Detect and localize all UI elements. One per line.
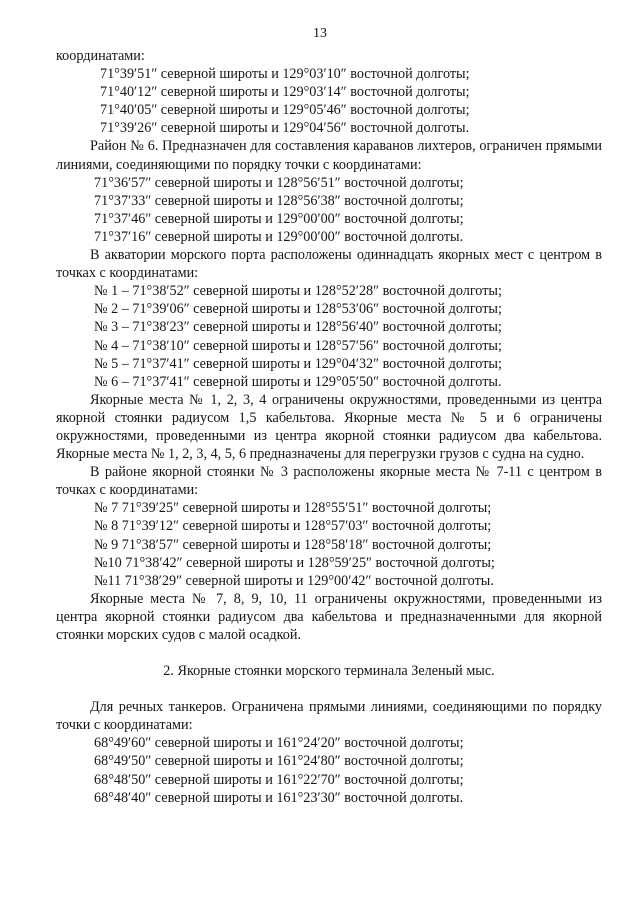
coordinate-line: 71°37′16″ северной широты и 129°00′00″ восточной долготы. xyxy=(94,228,464,245)
paragraph-district-6: Район № 6. Предназначен для составления караванов лихтеров, ограничен прямыми линиями, соединяющими по порядку точки с координатами: xyxy=(56,138,602,173)
coordinate-line: 68°49′60″ северной широты и 161°24′20″ восточной долготы; xyxy=(94,735,464,752)
anchor-line: №11 71°38′29″ северной широты и 129°00′42″ восточной долготы. xyxy=(94,572,494,589)
paragraph-intro: координатами: xyxy=(56,48,145,64)
coordinate-line: 71°39′51″ северной широты и 129°03′10″ восточной долготы; xyxy=(100,66,470,83)
paragraph-port-anchorages: В акватории морского порта расположены одиннадцать якорных мест с центром в точках с координатами: xyxy=(56,247,602,282)
coordinate-line: 71°37′46″ северной широты и 129°00′00″ восточной долготы; xyxy=(94,210,464,227)
anchor-line: № 8 71°39′12″ северной широты и 128°57′03″ восточной долготы; xyxy=(94,518,492,535)
anchor-line: № 9 71°38′57″ северной широты и 128°58′18″ восточной долготы; xyxy=(94,536,492,553)
paragraph-river-tankers: Для речных танкеров. Ограничена прямыми линиями, соединяющими по порядку точки с координатами: xyxy=(56,699,602,734)
anchor-line: № 3 – 71°38′23″ северной широты и 128°56′40″ восточной долготы; xyxy=(94,319,502,336)
anchor-line: № 7 71°39′25″ северной широты и 128°55′51″ восточной долготы; xyxy=(94,500,492,517)
coordinate-line: 68°49′50″ северной широты и 161°24′80″ восточной долготы; xyxy=(94,753,464,770)
anchor-line: № 5 – 71°37′41″ северной широты и 129°04′32″ восточной долготы; xyxy=(94,355,502,372)
paragraph-anchors-7-11: Якорные места № 7, 8, 9, 10, 11 ограничены окружностями, проведенными из центра якорной стоянки радиусом два кабельтова и предназначенными для якорной стоянки морских судов с малой осадкой. xyxy=(56,590,602,643)
paragraph-anchorage-3: В районе якорной стоянки № 3 расположены якорные места № 7-11 с центром в точках с координатами: xyxy=(56,464,602,499)
anchor-line: №10 71°38′42″ северной широты и 128°59′25″ восточной долготы; xyxy=(94,554,495,571)
coordinate-line: 71°39′26″ северной широты и 129°04′56″ восточной долготы. xyxy=(100,120,470,137)
coordinate-line: 71°40′05″ северной широты и 129°05′46″ восточной долготы; xyxy=(100,102,470,119)
anchor-line: № 4 – 71°38′10″ северной широты и 128°57′56″ восточной долготы; xyxy=(94,337,502,354)
paragraph-anchors-1-6: Якорные места № 1, 2, 3, 4 ограничены окружностями, проведенными из центра якорной стоянки радиусом 1,5 кабельтова. Якорные места № 5 и 6 ограничены окружностями, проведенными из центра якорной стоянки радиусом два кабельтова. Якорные места № 1, 2, 3, 4, 5, 6 предназначены для перегрузки грузов с судна на судно. xyxy=(56,391,602,463)
anchor-line: № 2 – 71°39′06″ северной широты и 128°53′06″ восточной долготы; xyxy=(94,301,502,318)
coordinate-line: 71°40′12″ северной широты и 129°03′14″ восточной долготы; xyxy=(100,84,470,101)
page-number: 13 xyxy=(313,26,327,41)
section-heading: 2. Якорные стоянки морского терминала Зеленый мыс. xyxy=(163,663,495,680)
anchor-line: № 6 – 71°37′41″ северной широты и 129°05′50″ восточной долготы. xyxy=(94,373,502,390)
coordinate-line: 68°48′40″ северной широты и 161°23′30″ восточной долготы. xyxy=(94,789,464,806)
document-body xyxy=(56,47,602,807)
anchor-line: № 1 – 71°38′52″ северной широты и 128°52′28″ восточной долготы; xyxy=(94,283,502,300)
coordinate-line: 68°48′50″ северной широты и 161°22′70″ восточной долготы; xyxy=(94,771,464,788)
coordinate-line: 71°36′57″ северной широты и 128°56′51″ восточной долготы; xyxy=(94,174,464,191)
coordinate-line: 71°37′33″ северной широты и 128°56′38″ восточной долготы; xyxy=(94,192,464,209)
